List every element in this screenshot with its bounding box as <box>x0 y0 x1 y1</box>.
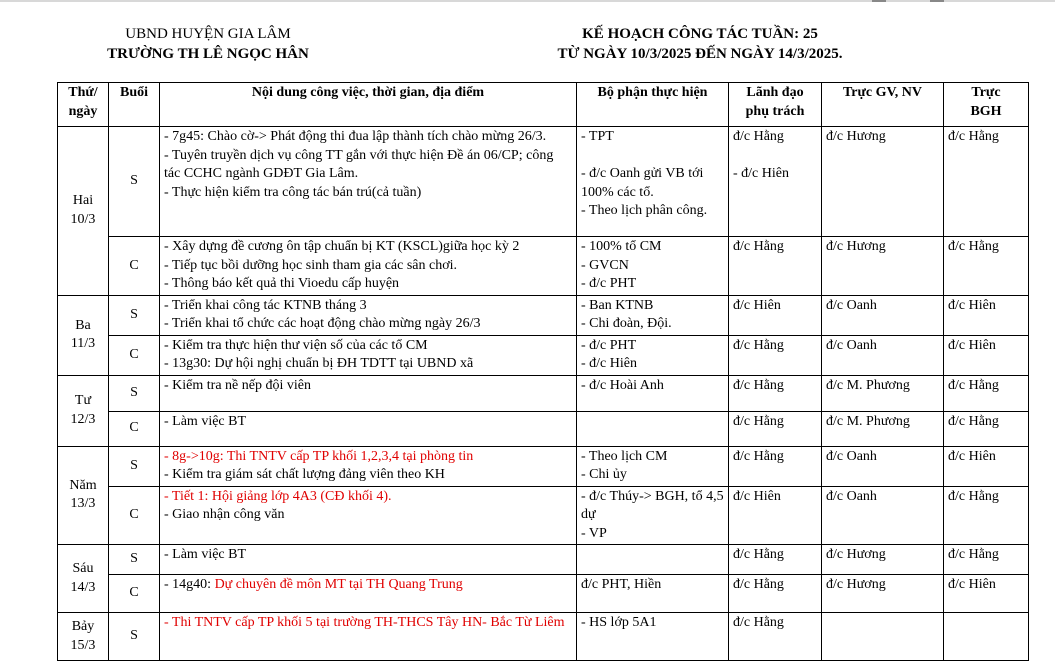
col-lead: Lãnh đạo phụ trách <box>729 83 822 127</box>
duty-staff-cell: đ/c Oanh <box>822 295 944 335</box>
day-cell: Tư 12/3 <box>58 375 109 446</box>
duty-bgh-cell: đ/c Hằng <box>944 545 1029 575</box>
session-cell: C <box>109 486 160 545</box>
col-session: Buổi <box>109 83 160 127</box>
table-row <box>58 335 1029 375</box>
col-content: Nội dung công việc, thời gian, địa điểm <box>160 83 577 127</box>
content-cell: - 7g45: Chào cờ-> Phát động thi đua lập thành tích chào mừng 26/3. - Tuyên truyền dịch vụ công TT gắn với thực hiện Đề án 06/CP; công tác CCHC ngành GDĐT Gia Lâm. - Thực hiện kiểm tra công tác bán trú(cả tuần) <box>160 127 577 237</box>
duty-bgh-cell <box>944 613 1029 661</box>
table-row <box>58 446 1029 486</box>
duty-bgh-cell: đ/c Hiên <box>944 446 1029 486</box>
session-cell: S <box>109 613 160 661</box>
session-cell: C <box>109 411 160 446</box>
duty-staff-cell: đ/c Oanh <box>822 446 944 486</box>
content-cell: - Kiểm tra nề nếp đội viên <box>160 375 577 411</box>
day-cell: Hai 10/3 <box>58 127 109 296</box>
content-cell: - Xây dựng đề cương ôn tập chuẩn bị KT (KSCL)giữa học kỳ 2 - Tiếp tục bồi dưỡng học sinh tham gia các sân chơi. - Thông báo kết quả thi Vioedu cấp huyện <box>160 237 577 296</box>
session-cell: S <box>109 127 160 237</box>
dept-cell: - Ban KTNB - Chi đoàn, Đội. <box>577 295 729 335</box>
lead-cell: đ/c Hằng <box>729 575 822 613</box>
duty-bgh-cell: đ/c Hiên <box>944 295 1029 335</box>
table-row <box>58 613 1029 661</box>
duty-staff-cell: đ/c Oanh <box>822 335 944 375</box>
duty-bgh-cell: đ/c Hằng <box>944 375 1029 411</box>
dept-cell: - TPT - đ/c Oanh gửi VB tới 100% các tổ. - Theo lịch phân công. <box>577 127 729 237</box>
dept-cell <box>577 545 729 575</box>
content-cell: - Tiết 1: Hội giảng lớp 4A3 (CĐ khối 4). - Giao nhận công văn <box>160 486 577 545</box>
lead-cell: đ/c Hằng <box>729 375 822 411</box>
duty-staff-cell <box>822 613 944 661</box>
table-row <box>58 375 1029 411</box>
top-marker <box>930 0 944 2</box>
duty-bgh-cell: đ/c Hằng <box>944 237 1029 296</box>
lead-cell: đ/c Hằng <box>729 446 822 486</box>
content-cell: - 14g40: Dự chuyên đề môn MT tại TH Quang Trung <box>160 575 577 613</box>
duty-bgh-cell: đ/c Hằng <box>944 127 1029 237</box>
lead-cell: đ/c Hằng - đ/c Hiên <box>729 127 822 237</box>
top-marker <box>872 0 886 2</box>
duty-bgh-cell: đ/c Hiên <box>944 575 1029 613</box>
lead-cell: đ/c Hằng <box>729 335 822 375</box>
header-row <box>58 83 1029 127</box>
dept-cell: - đ/c Thúy-> BGH, tổ 4,5 dự - VP <box>577 486 729 545</box>
content-cell: - Thi TNTV cấp TP khối 5 tại trường TH-THCS Tây HN- Bắc Từ Liêm <box>160 613 577 661</box>
duty-staff-cell: đ/c Hương <box>822 575 944 613</box>
day-cell: Ba 11/3 <box>58 295 109 375</box>
lead-cell: đ/c Hằng <box>729 613 822 661</box>
table-row <box>58 486 1029 545</box>
duty-staff-cell: đ/c Hương <box>822 545 944 575</box>
session-cell: C <box>109 575 160 613</box>
session-cell: S <box>109 545 160 575</box>
duty-staff-cell: đ/c Hương <box>822 127 944 237</box>
duty-staff-cell: đ/c Oanh <box>822 486 944 545</box>
plan-title: KẾ HOẠCH CÔNG TÁC TUẦN: 25 <box>582 26 818 42</box>
session-cell: C <box>109 335 160 375</box>
dept-cell: - đ/c Hoài Anh <box>577 375 729 411</box>
table-row <box>58 545 1029 575</box>
session-cell: S <box>109 375 160 411</box>
lead-cell: đ/c Hằng <box>729 545 822 575</box>
duty-bgh-cell: đ/c Hằng <box>944 486 1029 545</box>
col-day: Thứ/ ngày <box>58 83 109 127</box>
session-cell: S <box>109 295 160 335</box>
dept-cell: - 100% tổ CM - GVCN - đ/c PHT <box>577 237 729 296</box>
col-dept: Bộ phận thực hiện <box>577 83 729 127</box>
org-line2: TRƯỜNG TH LÊ NGỌC HÂN <box>107 46 309 62</box>
day-cell: Năm 13/3 <box>58 446 109 545</box>
content-cell: - 8g->10g: Thi TNTV cấp TP khối 1,2,3,4 tại phòng tin - Kiểm tra giám sát chất lượng đảng viên theo KH <box>160 446 577 486</box>
day-cell: Sáu 14/3 <box>58 545 109 613</box>
plan-header <box>510 24 890 64</box>
dept-cell: - HS lớp 5A1 <box>577 613 729 661</box>
content-cell: - Kiểm tra thực hiện thư viện số của các tổ CM - 13g30: Dự hội nghị chuẩn bị ĐH TDTT tại UBND xã <box>160 335 577 375</box>
table-row <box>58 237 1029 296</box>
schedule-table <box>57 82 1029 661</box>
dept-cell <box>577 411 729 446</box>
duty-bgh-cell: đ/c Hằng <box>944 411 1029 446</box>
lead-cell: đ/c Hằng <box>729 411 822 446</box>
dept-cell: - Theo lịch CM - Chi ủy <box>577 446 729 486</box>
table-row <box>58 127 1029 237</box>
lead-cell: đ/c Hằng <box>729 237 822 296</box>
content-cell: - Triển khai công tác KTNB tháng 3 - Triển khai tổ chức các hoạt động chào mừng ngày 26/3 <box>160 295 577 335</box>
lead-cell: đ/c Hiên <box>729 295 822 335</box>
dept-cell: - đ/c PHT - đ/c Hiên <box>577 335 729 375</box>
plan-dates: TỪ NGÀY 10/3/2025 ĐẾN NGÀY 14/3/2025. <box>557 46 843 62</box>
session-cell: S <box>109 446 160 486</box>
table-row <box>58 295 1029 335</box>
col-duty-staff: Trực GV, NV <box>822 83 944 127</box>
lead-cell: đ/c Hiên <box>729 486 822 545</box>
content-cell: - Làm việc BT <box>160 411 577 446</box>
day-cell: Bảy 15/3 <box>58 613 109 661</box>
session-cell: C <box>109 237 160 296</box>
duty-staff-cell: đ/c M. Phương <box>822 411 944 446</box>
table-row <box>58 575 1029 613</box>
duty-staff-cell: đ/c Hương <box>822 237 944 296</box>
dept-cell: đ/c PHT, Hiền <box>577 575 729 613</box>
content-cell: - Làm việc BT <box>160 545 577 575</box>
duty-staff-cell: đ/c M. Phương <box>822 375 944 411</box>
table-row <box>58 411 1029 446</box>
org-line1: UBND HUYỆN GIA LÂM <box>125 26 291 42</box>
duty-bgh-cell: đ/c Hiên <box>944 335 1029 375</box>
top-border <box>0 0 1055 2</box>
org-header <box>78 24 338 64</box>
col-duty-bgh: Trực BGH <box>944 83 1029 127</box>
